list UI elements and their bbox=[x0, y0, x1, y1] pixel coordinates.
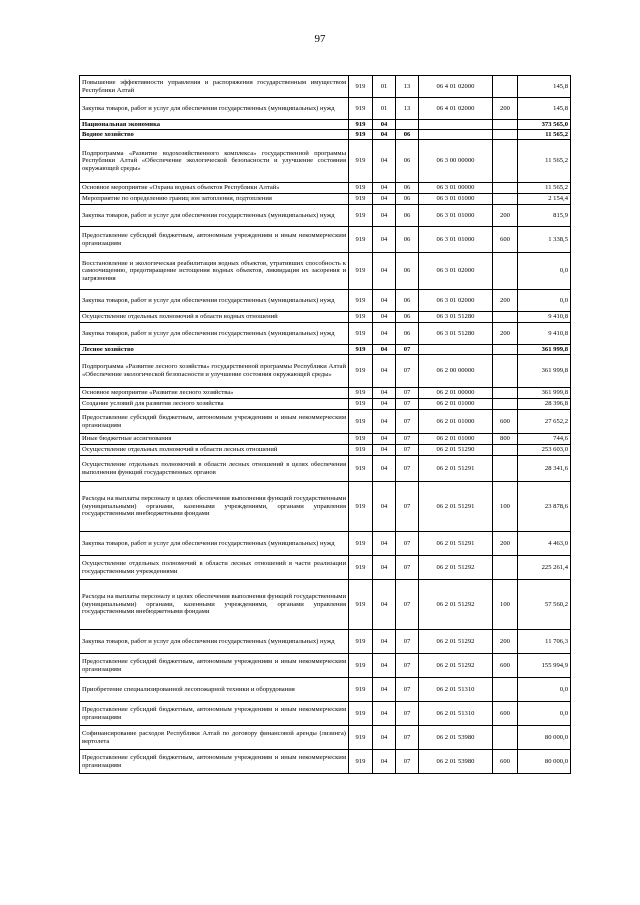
row-target-article-cell: 06 2 01 00000 bbox=[419, 388, 493, 399]
row-sum-cell: 9 410,8 bbox=[518, 323, 571, 345]
row-section-cell: 04 bbox=[373, 702, 396, 726]
row-subsection-cell: 07 bbox=[396, 399, 419, 410]
row-grbs-cell: 919 bbox=[349, 445, 373, 456]
row-grbs-cell: 919 bbox=[349, 345, 373, 355]
row-expense-type-cell bbox=[493, 120, 518, 130]
table-row bbox=[80, 556, 571, 580]
row-grbs-cell: 919 bbox=[349, 140, 373, 183]
row-name-cell: Предоставление субсидий бюджетным, автономным учреждениям и иным некоммерческим организациям bbox=[80, 654, 349, 678]
row-grbs-cell: 919 bbox=[349, 580, 373, 630]
row-subsection-cell: 07 bbox=[396, 702, 419, 726]
row-subsection-cell: 07 bbox=[396, 410, 419, 434]
row-section-cell: 01 bbox=[373, 98, 396, 120]
row-name-cell: Закупка товаров, работ и услуг для обеспечения государственных (муниципальных) нужд bbox=[80, 323, 349, 345]
row-subsection-cell: 06 bbox=[396, 140, 419, 183]
budget-table-body bbox=[80, 76, 571, 774]
row-expense-type-cell bbox=[493, 194, 518, 205]
row-sum-cell: 373 565,0 bbox=[518, 120, 571, 130]
row-grbs-cell: 919 bbox=[349, 532, 373, 556]
row-target-article-cell: 06 2 01 51292 bbox=[419, 654, 493, 678]
row-subsection-cell: 13 bbox=[396, 98, 419, 120]
row-name-cell: Закупка товаров, работ и услуг для обеспечения государственных (муниципальных) нужд bbox=[80, 205, 349, 227]
row-target-article-cell bbox=[419, 120, 493, 130]
row-subsection-cell: 06 bbox=[396, 130, 419, 140]
row-expense-type-cell bbox=[493, 312, 518, 323]
row-name-cell: Предоставление субсидий бюджетным, автономным учреждениям и иным некоммерческим организациям bbox=[80, 750, 349, 774]
row-name-cell: Повышение эффективности управления и распоряжения государственным имуществом Республики Алтай bbox=[80, 76, 349, 98]
row-name-cell: Основное мероприятие «Развитие лесного хозяйства» bbox=[80, 388, 349, 399]
table-row bbox=[80, 355, 571, 388]
table-row bbox=[80, 726, 571, 750]
table-row bbox=[80, 399, 571, 410]
row-name-cell: Создание условий для развития лесного хозяйства bbox=[80, 399, 349, 410]
row-expense-type-cell: 600 bbox=[493, 410, 518, 434]
table-row bbox=[80, 98, 571, 120]
row-subsection-cell: 07 bbox=[396, 726, 419, 750]
row-grbs-cell: 919 bbox=[349, 130, 373, 140]
row-grbs-cell: 919 bbox=[349, 388, 373, 399]
row-sum-cell: 0,0 bbox=[518, 678, 571, 702]
row-grbs-cell: 919 bbox=[349, 750, 373, 774]
row-target-article-cell bbox=[419, 130, 493, 140]
row-name-cell: Осуществление отдельных полномочий в области лесных отношений bbox=[80, 445, 349, 456]
row-name-cell: Предоставление субсидий бюджетным, автономным учреждениям и иным некоммерческим организациям bbox=[80, 410, 349, 434]
table-row bbox=[80, 183, 571, 194]
row-section-cell: 04 bbox=[373, 253, 396, 290]
table-row bbox=[80, 482, 571, 532]
row-target-article-cell: 06 4 01 02000 bbox=[419, 98, 493, 120]
row-sum-cell: 744,6 bbox=[518, 434, 571, 445]
row-sum-cell: 11 565,2 bbox=[518, 183, 571, 194]
row-grbs-cell: 919 bbox=[349, 726, 373, 750]
row-subsection-cell: 06 bbox=[396, 227, 419, 253]
table-row bbox=[80, 312, 571, 323]
row-section-cell: 04 bbox=[373, 678, 396, 702]
row-subsection-cell: 07 bbox=[396, 532, 419, 556]
row-expense-type-cell bbox=[493, 130, 518, 140]
table-row bbox=[80, 445, 571, 456]
row-subsection-cell: 07 bbox=[396, 445, 419, 456]
row-expense-type-cell: 100 bbox=[493, 580, 518, 630]
row-expense-type-cell: 200 bbox=[493, 630, 518, 654]
row-target-article-cell: 06 2 01 51292 bbox=[419, 580, 493, 630]
row-expense-type-cell bbox=[493, 76, 518, 98]
row-name-cell: Закупка товаров, работ и услуг для обеспечения государственных (муниципальных) нужд bbox=[80, 290, 349, 312]
row-target-article-cell: 06 2 01 51292 bbox=[419, 630, 493, 654]
row-section-cell: 04 bbox=[373, 434, 396, 445]
table-row bbox=[80, 678, 571, 702]
row-sum-cell: 9 410,8 bbox=[518, 312, 571, 323]
row-name-cell: Водное хозяйство bbox=[80, 130, 349, 140]
row-section-cell: 04 bbox=[373, 205, 396, 227]
row-sum-cell: 11 565,2 bbox=[518, 130, 571, 140]
row-expense-type-cell: 200 bbox=[493, 98, 518, 120]
row-subsection-cell: 07 bbox=[396, 654, 419, 678]
table-row bbox=[80, 120, 571, 130]
row-target-article-cell: 06 2 01 51310 bbox=[419, 678, 493, 702]
budget-table bbox=[79, 75, 571, 774]
row-sum-cell: 361 999,8 bbox=[518, 388, 571, 399]
table-row bbox=[80, 290, 571, 312]
table-row bbox=[80, 227, 571, 253]
row-expense-type-cell: 600 bbox=[493, 227, 518, 253]
row-section-cell: 04 bbox=[373, 482, 396, 532]
row-target-article-cell: 06 2 01 01000 bbox=[419, 434, 493, 445]
row-grbs-cell: 919 bbox=[349, 76, 373, 98]
table-row bbox=[80, 630, 571, 654]
row-target-article-cell bbox=[419, 345, 493, 355]
row-sum-cell: 1 338,5 bbox=[518, 227, 571, 253]
row-name-cell: Предоставление субсидий бюджетным, автономным учреждениям и иным некоммерческим организациям bbox=[80, 227, 349, 253]
row-expense-type-cell bbox=[493, 678, 518, 702]
row-sum-cell: 361 999,8 bbox=[518, 355, 571, 388]
row-section-cell: 04 bbox=[373, 312, 396, 323]
row-name-cell: Основное мероприятие «Охрана водных объектов Республики Алтай» bbox=[80, 183, 349, 194]
row-grbs-cell: 919 bbox=[349, 399, 373, 410]
row-sum-cell: 815,9 bbox=[518, 205, 571, 227]
row-name-cell: Осуществление отдельных полномочий в области лесных отношений в целях обеспечения выполнения функций государственных органов bbox=[80, 456, 349, 482]
row-name-cell: Закупка товаров, работ и услуг для обеспечения государственных (муниципальных) нужд bbox=[80, 532, 349, 556]
row-name-cell: Приобретение специализированной лесопожарной техники и оборудования bbox=[80, 678, 349, 702]
row-grbs-cell: 919 bbox=[349, 456, 373, 482]
row-target-article-cell: 06 2 01 01000 bbox=[419, 399, 493, 410]
row-target-article-cell: 06 3 01 02000 bbox=[419, 253, 493, 290]
row-grbs-cell: 919 bbox=[349, 227, 373, 253]
row-section-cell: 04 bbox=[373, 410, 396, 434]
row-sum-cell: 145,8 bbox=[518, 76, 571, 98]
row-name-cell: Лесное хозяйство bbox=[80, 345, 349, 355]
table-row bbox=[80, 388, 571, 399]
row-grbs-cell: 919 bbox=[349, 312, 373, 323]
row-section-cell: 04 bbox=[373, 456, 396, 482]
row-section-cell: 04 bbox=[373, 227, 396, 253]
row-sum-cell: 155 994,9 bbox=[518, 654, 571, 678]
table-row bbox=[80, 702, 571, 726]
row-subsection-cell: 06 bbox=[396, 194, 419, 205]
row-expense-type-cell bbox=[493, 355, 518, 388]
row-target-article-cell: 06 3 01 01000 bbox=[419, 205, 493, 227]
row-expense-type-cell bbox=[493, 556, 518, 580]
row-name-cell: Иные бюджетные ассигнования bbox=[80, 434, 349, 445]
row-grbs-cell: 919 bbox=[349, 702, 373, 726]
row-expense-type-cell: 200 bbox=[493, 323, 518, 345]
row-sum-cell: 225 261,4 bbox=[518, 556, 571, 580]
row-sum-cell: 361 999,8 bbox=[518, 345, 571, 355]
table-row bbox=[80, 654, 571, 678]
row-section-cell: 04 bbox=[373, 556, 396, 580]
row-grbs-cell: 919 bbox=[349, 290, 373, 312]
row-target-article-cell: 06 2 01 51290 bbox=[419, 445, 493, 456]
row-grbs-cell: 919 bbox=[349, 678, 373, 702]
row-target-article-cell: 06 3 01 01000 bbox=[419, 194, 493, 205]
row-target-article-cell: 06 2 01 51291 bbox=[419, 482, 493, 532]
table-row bbox=[80, 434, 571, 445]
row-grbs-cell: 919 bbox=[349, 410, 373, 434]
row-sum-cell: 11 565,2 bbox=[518, 140, 571, 183]
row-subsection-cell: 07 bbox=[396, 678, 419, 702]
row-subsection-cell: 07 bbox=[396, 556, 419, 580]
row-name-cell: Подпрограмма «Развитие водохозяйственного комплекса» государственной программы Республики Алтай «Обеспечение экологической безопасности и улучшение состояния окружающей среды» bbox=[80, 140, 349, 183]
row-expense-type-cell bbox=[493, 726, 518, 750]
row-sum-cell: 23 878,6 bbox=[518, 482, 571, 532]
row-sum-cell: 253 603,0 bbox=[518, 445, 571, 456]
row-target-article-cell: 06 4 01 02000 bbox=[419, 76, 493, 98]
row-subsection-cell: 07 bbox=[396, 355, 419, 388]
row-grbs-cell: 919 bbox=[349, 120, 373, 130]
row-sum-cell: 145,8 bbox=[518, 98, 571, 120]
row-subsection-cell: 06 bbox=[396, 312, 419, 323]
row-expense-type-cell: 600 bbox=[493, 702, 518, 726]
table-row bbox=[80, 130, 571, 140]
row-expense-type-cell bbox=[493, 388, 518, 399]
row-section-cell: 04 bbox=[373, 120, 396, 130]
table-row bbox=[80, 345, 571, 355]
table-row bbox=[80, 750, 571, 774]
row-section-cell: 04 bbox=[373, 345, 396, 355]
row-grbs-cell: 919 bbox=[349, 355, 373, 388]
row-grbs-cell: 919 bbox=[349, 434, 373, 445]
row-subsection-cell: 06 bbox=[396, 205, 419, 227]
row-grbs-cell: 919 bbox=[349, 183, 373, 194]
row-section-cell: 04 bbox=[373, 630, 396, 654]
row-section-cell: 04 bbox=[373, 399, 396, 410]
row-sum-cell: 28 341,6 bbox=[518, 456, 571, 482]
row-sum-cell: 57 560,2 bbox=[518, 580, 571, 630]
row-expense-type-cell: 200 bbox=[493, 205, 518, 227]
row-name-cell: Предоставление субсидий бюджетным, автономным учреждениям и иным некоммерческим организациям bbox=[80, 702, 349, 726]
table-row bbox=[80, 456, 571, 482]
row-target-article-cell: 06 2 01 51291 bbox=[419, 456, 493, 482]
row-subsection-cell: 13 bbox=[396, 76, 419, 98]
page-number: 97 bbox=[314, 33, 326, 45]
row-grbs-cell: 919 bbox=[349, 194, 373, 205]
row-sum-cell: 28 396,8 bbox=[518, 399, 571, 410]
row-sum-cell: 2 154,4 bbox=[518, 194, 571, 205]
row-subsection-cell: 07 bbox=[396, 750, 419, 774]
row-subsection-cell: 07 bbox=[396, 388, 419, 399]
row-target-article-cell: 06 2 01 51292 bbox=[419, 556, 493, 580]
row-sum-cell: 27 652,2 bbox=[518, 410, 571, 434]
row-target-article-cell: 06 2 01 51310 bbox=[419, 702, 493, 726]
row-grbs-cell: 919 bbox=[349, 253, 373, 290]
row-section-cell: 04 bbox=[373, 194, 396, 205]
row-section-cell: 04 bbox=[373, 290, 396, 312]
row-expense-type-cell bbox=[493, 445, 518, 456]
row-sum-cell: 0,0 bbox=[518, 290, 571, 312]
table-row bbox=[80, 205, 571, 227]
row-grbs-cell: 919 bbox=[349, 323, 373, 345]
row-grbs-cell: 919 bbox=[349, 98, 373, 120]
row-section-cell: 04 bbox=[373, 323, 396, 345]
row-name-cell: Закупка товаров, работ и услуг для обеспечения государственных (муниципальных) нужд bbox=[80, 630, 349, 654]
table-row bbox=[80, 410, 571, 434]
row-section-cell: 04 bbox=[373, 532, 396, 556]
row-subsection-cell: 07 bbox=[396, 345, 419, 355]
row-grbs-cell: 919 bbox=[349, 556, 373, 580]
row-sum-cell: 0,0 bbox=[518, 702, 571, 726]
row-name-cell: Расходы на выплаты персоналу в целях обеспечения выполнения функций государственными (муниципальными) органами, казенными учреждениями, органами управления государственными внебюджетными фондами bbox=[80, 482, 349, 532]
table-row bbox=[80, 323, 571, 345]
table-row bbox=[80, 194, 571, 205]
row-target-article-cell: 06 2 00 00000 bbox=[419, 355, 493, 388]
row-sum-cell: 80 000,0 bbox=[518, 726, 571, 750]
row-name-cell: Софинансирование расходов Республики Алтай по договору финансовой аренды (лизинга) вертолета bbox=[80, 726, 349, 750]
row-expense-type-cell bbox=[493, 345, 518, 355]
row-section-cell: 04 bbox=[373, 355, 396, 388]
row-section-cell: 04 bbox=[373, 130, 396, 140]
row-sum-cell: 80 000,0 bbox=[518, 750, 571, 774]
row-subsection-cell: 07 bbox=[396, 482, 419, 532]
row-target-article-cell: 06 3 01 02000 bbox=[419, 290, 493, 312]
row-expense-type-cell: 200 bbox=[493, 290, 518, 312]
row-section-cell: 04 bbox=[373, 183, 396, 194]
row-name-cell: Национальная экономика bbox=[80, 120, 349, 130]
row-section-cell: 04 bbox=[373, 445, 396, 456]
row-subsection-cell bbox=[396, 120, 419, 130]
row-subsection-cell: 07 bbox=[396, 456, 419, 482]
row-grbs-cell: 919 bbox=[349, 630, 373, 654]
row-subsection-cell: 07 bbox=[396, 630, 419, 654]
row-grbs-cell: 919 bbox=[349, 654, 373, 678]
row-target-article-cell: 06 3 01 51280 bbox=[419, 323, 493, 345]
row-sum-cell: 4 463,0 bbox=[518, 532, 571, 556]
row-target-article-cell: 06 3 01 01000 bbox=[419, 227, 493, 253]
row-subsection-cell: 06 bbox=[396, 323, 419, 345]
row-target-article-cell: 06 3 00 00000 bbox=[419, 140, 493, 183]
row-subsection-cell: 06 bbox=[396, 183, 419, 194]
row-expense-type-cell: 600 bbox=[493, 750, 518, 774]
row-name-cell: Мероприятие по определению границ зон затопления, подтопления bbox=[80, 194, 349, 205]
row-target-article-cell: 06 2 01 53980 bbox=[419, 726, 493, 750]
row-subsection-cell: 07 bbox=[396, 434, 419, 445]
row-name-cell: Осуществление отдельных полномочий в области лесных отношений в части реализации государственными учреждениями bbox=[80, 556, 349, 580]
row-expense-type-cell: 200 bbox=[493, 532, 518, 556]
row-name-cell: Расходы на выплаты персоналу в целях обеспечения выполнения функций государственными (муниципальными) органами, казенными учреждениями, органами управления государственными внебюджетными фондами bbox=[80, 580, 349, 630]
row-section-cell: 04 bbox=[373, 388, 396, 399]
table-row bbox=[80, 532, 571, 556]
row-target-article-cell: 06 2 01 53980 bbox=[419, 750, 493, 774]
row-expense-type-cell bbox=[493, 253, 518, 290]
row-sum-cell: 0,0 bbox=[518, 253, 571, 290]
row-section-cell: 04 bbox=[373, 726, 396, 750]
row-section-cell: 04 bbox=[373, 654, 396, 678]
table-row bbox=[80, 580, 571, 630]
row-section-cell: 04 bbox=[373, 140, 396, 183]
row-name-cell: Осуществление отдельных полномочий в области водных отношений bbox=[80, 312, 349, 323]
row-target-article-cell: 06 2 01 01000 bbox=[419, 410, 493, 434]
table-row bbox=[80, 253, 571, 290]
table-row bbox=[80, 140, 571, 183]
row-name-cell: Подпрограмма «Развитие лесного хозяйства» государственной программы Республики Алтай «Обеспечение экологической безопасности и улучшение состояния окружающей среды» bbox=[80, 355, 349, 388]
row-subsection-cell: 07 bbox=[396, 580, 419, 630]
row-subsection-cell: 06 bbox=[396, 253, 419, 290]
row-expense-type-cell: 800 bbox=[493, 434, 518, 445]
row-grbs-cell: 919 bbox=[349, 205, 373, 227]
row-expense-type-cell bbox=[493, 140, 518, 183]
table-row bbox=[80, 76, 571, 98]
row-section-cell: 04 bbox=[373, 580, 396, 630]
row-expense-type-cell: 100 bbox=[493, 482, 518, 532]
row-target-article-cell: 06 2 01 51291 bbox=[419, 532, 493, 556]
row-target-article-cell: 06 3 01 00000 bbox=[419, 183, 493, 194]
row-section-cell: 04 bbox=[373, 750, 396, 774]
row-target-article-cell: 06 3 01 51280 bbox=[419, 312, 493, 323]
row-sum-cell: 11 706,3 bbox=[518, 630, 571, 654]
row-expense-type-cell bbox=[493, 399, 518, 410]
row-expense-type-cell bbox=[493, 183, 518, 194]
row-section-cell: 01 bbox=[373, 76, 396, 98]
row-expense-type-cell bbox=[493, 456, 518, 482]
row-name-cell: Закупка товаров, работ и услуг для обеспечения государственных (муниципальных) нужд bbox=[80, 98, 349, 120]
row-name-cell: Восстановление и экологическая реабилитация водных объектов, утративших способность к самоочищению, предотвращение истощения водных объектов, ликвидация их засорения и загрязнения bbox=[80, 253, 349, 290]
row-grbs-cell: 919 bbox=[349, 482, 373, 532]
row-expense-type-cell: 600 bbox=[493, 654, 518, 678]
row-subsection-cell: 06 bbox=[396, 290, 419, 312]
